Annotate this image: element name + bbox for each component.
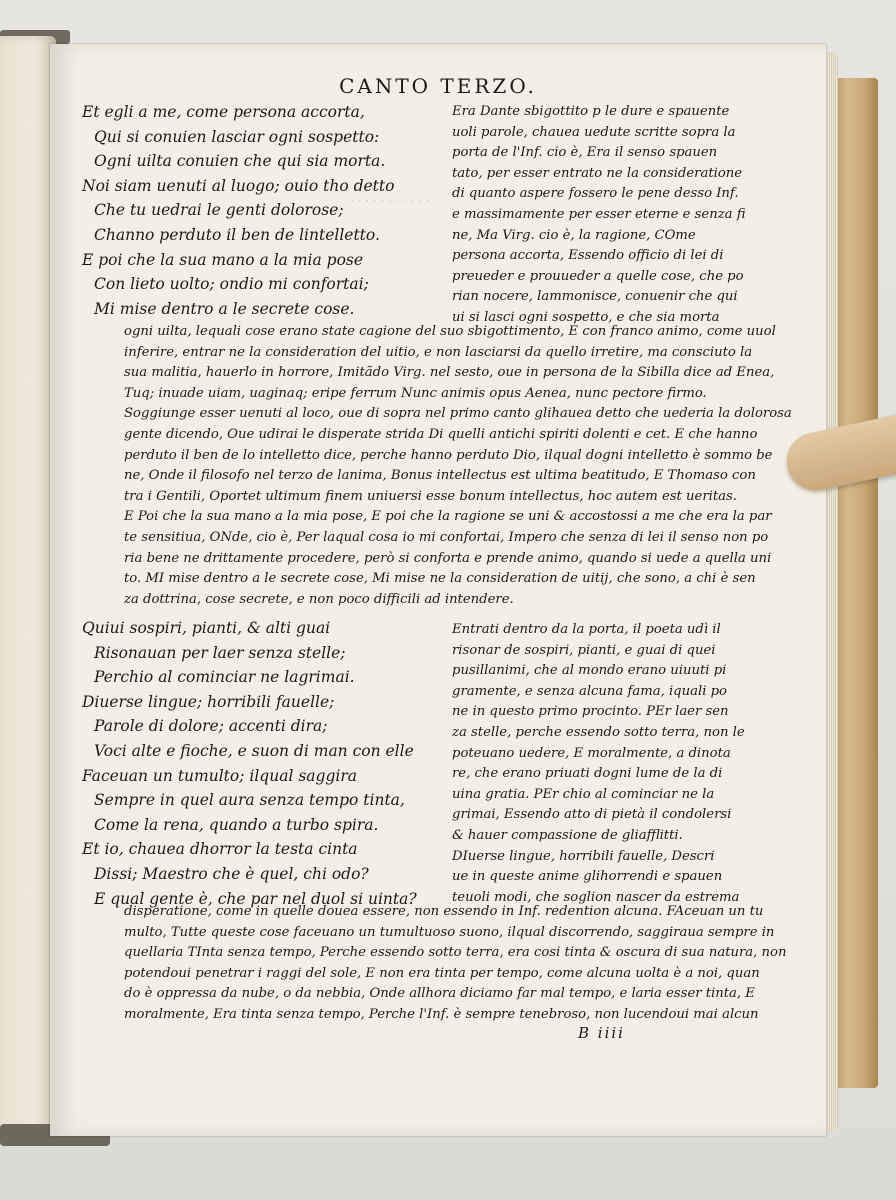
- commentary-line: perduto il ben de lo intelletto dice, perche hanno perduto Dio, ilqual dogni intelletto è sommo be: [124, 447, 773, 463]
- left-page-edge: [0, 36, 56, 1146]
- commentary-line: do è oppressa da nube, o da nebbia, Onde allhora diciamo far mal tempo, e laria esser tinta, E: [124, 986, 755, 1002]
- commentary-line: tra i Gentili, Oportet ultimum finem uniuersi esse bonum intellectus, hoc autem est ueritas.: [124, 488, 737, 504]
- commentary-line: re, che erano priuati dogni lume de la di: [452, 766, 723, 782]
- verse-line: Perchio al cominciar ne lagrimai.: [94, 668, 355, 687]
- commentary-line: poteuano uedere, E moralmente, a dinota: [452, 745, 731, 761]
- commentary-line: gente dicendo, Oue udirai le disperate strida Di quelli antichi spiriti dolenti e cet. E che hanno: [124, 426, 758, 442]
- verse-line: Ogni uilta conuien che qui sia morta.: [94, 152, 386, 171]
- commentary-line: E Poi che la sua mano a la mia pose, E poi che la ragione se uni & accostossi a me che era la par: [124, 509, 772, 525]
- commentary-line: uina gratia. PEr chio al cominciar ne la: [452, 786, 715, 802]
- verse-line: Con lieto uolto; ondio mi confortai;: [94, 275, 369, 294]
- commentary-line: za dottrina, cose secrete, e non poco difficili ad intendere.: [124, 591, 514, 607]
- commentary-line: quellaria TInta senza tempo, Perche essendo sotto terra, era cosi tinta & oscura di sua natura, non: [124, 945, 787, 961]
- commentary-line: disperatione, come in quelle douea essere, non essendo in Inf. redention alcuna. FAceuan un tu: [124, 904, 764, 919]
- signature-mark: B iiii: [578, 1024, 625, 1042]
- commentary-line: Era Dante sbigottito p le dure e spauente: [452, 104, 730, 119]
- verse-line: Quiui sospiri, pianti, & alti guai: [82, 619, 331, 637]
- verse-block-1: [82, 100, 452, 321]
- commentary-line: risonar de sospiri, pianti, e guai di quei: [452, 642, 716, 658]
- commentary-line: moralmente, Era tinta senza tempo, Perche l'Inf. è sempre tenebroso, non lucendoui mai alcun: [124, 1006, 759, 1022]
- commentary-line: ogni uilta, lequali cose erano state cagione del suo sbigottimento, E con franco animo, come uuol: [124, 324, 776, 339]
- commentary-line: ui si lasci ogni sospetto, e che sia morta: [452, 309, 720, 325]
- verse-line: Voci alte e fioche, e suon di man con elle: [94, 741, 414, 760]
- commentary-line: preueder e prouueder a quelle cose, che po: [452, 268, 744, 284]
- book-spine-edge: [832, 78, 878, 1088]
- commentary-line: ne, Onde il filosofo nel terzo de lanima, Bonus intellectus est ultima beatitudo, E Thomaso con: [124, 468, 756, 484]
- verse-line: Sempre in quel aura senza tempo tinta,: [94, 791, 405, 810]
- bleed-through-text: · · · · · · · · · · ·: [350, 194, 431, 208]
- commentary-line: pusillanimi, che al mondo erano uiuuti pi: [452, 663, 727, 679]
- commentary-line: za stelle, perche essendo sotto terra, non le: [452, 724, 745, 740]
- verse-line: E poi che la sua mano a la mia pose: [82, 250, 364, 269]
- commentary-line: e massimamente per esser eterne e senza fi: [452, 206, 746, 222]
- wide-commentary-2: [124, 902, 804, 1026]
- verse-line: Channo perduto il ben de lintelletto.: [94, 225, 380, 244]
- verse-line: Et io, chauea dhorror la testa cinta: [82, 840, 358, 859]
- commentary-line: Entrati dentro da la porta, il poeta udì il: [452, 622, 721, 637]
- commentary-line: multo, Tutte queste cose faceuano un tumultuoso suono, ilqual discorrendo, saggiraua sempre in: [124, 924, 775, 940]
- commentary-line: inferire, entrar ne la consideration del uitio, e non lasciarsi da quello irretire, ma consciuto la: [124, 344, 753, 360]
- commentary-line: ue in queste anime glihorrendi e spauen: [452, 869, 723, 885]
- verse-line: Faceuan un tumulto; ilqual saggira: [82, 766, 357, 785]
- side-commentary-1: [452, 102, 802, 329]
- commentary-line: persona accorta, Essendo officio di lei di: [452, 248, 724, 264]
- commentary-line: to. MI mise dentro a le secrete cose, Mi mise ne la consideration de uitij, che sono, a chi è sen: [124, 571, 756, 587]
- verse-block-2: [82, 616, 452, 911]
- verse-line: E qual gente è, che par nel duol si uinta?: [94, 889, 417, 908]
- verse-line: Diuerse lingue; horribili fauelle;: [82, 692, 335, 711]
- verse-line: Parole di dolore; accenti dira;: [94, 717, 328, 736]
- commentary-line: DIuerse lingue, horribili fauelle, Descri: [452, 848, 715, 864]
- commentary-line: potendoui penetrar i raggi del sole, E non era tinta per tempo, come alcuna uolta è a noi, quan: [124, 965, 760, 981]
- commentary-line: rian nocere, lammonisce, conuenir che qui: [452, 289, 738, 305]
- commentary-line: ne in questo primo procinto. PEr laer sen: [452, 704, 729, 720]
- commentary-line: Tuq; inuade uiam, uaginaq; eripe ferrum Nunc animis opus Aenea, nunc pectore firmo.: [124, 385, 707, 401]
- commentary-line: ria bene ne drittamente procedere, però si conforta e prende animo, quando si uede a quella uni: [124, 550, 772, 566]
- verse-line: Mi mise dentro a le secrete cose.: [94, 299, 355, 318]
- commentary-line: ne, Ma Virg. cio è, la ragione, COme: [452, 227, 696, 243]
- verse-line: Come la rena, quando a turbo spira.: [94, 815, 379, 834]
- commentary-line: & hauer compassione de gliafflitti.: [452, 827, 683, 843]
- verse-line: Che tu uedrai le genti dolorose;: [94, 201, 344, 220]
- wide-commentary-1: [124, 322, 804, 610]
- commentary-line: di quanto aspere fossero le pene desso Inf.: [452, 186, 739, 202]
- commentary-line: te sensitiua, ONde, cio è, Per laqual cosa io mi confortai, Impero che senza di lei il senso non po: [124, 529, 769, 545]
- verse-line: Noi siam uenuti al luogo; ouio tho detto: [82, 176, 395, 195]
- verse-line: Qui si conuien lasciar ogni sospetto:: [94, 127, 380, 146]
- commentary-line: sua malitia, hauerlo in horrore, Imitãdo Virg. nel sesto, oue in persona de la Sibilla dice ad Enea,: [124, 365, 775, 381]
- page-title: CANTO TERZO.: [339, 74, 537, 98]
- verse-line: Dissi; Maestro che è quel, chi odo?: [94, 864, 369, 883]
- commentary-line: Soggiunge esser uenuti al loco, oue di sopra nel primo canto glihauea detto che uederia la dolorosa: [124, 406, 792, 422]
- commentary-line: teuoli modi, che soglion nascer da estrema: [452, 889, 740, 905]
- verse-line: Et egli a me, come persona accorta,: [82, 103, 365, 121]
- book-page: [50, 44, 826, 1136]
- commentary-line: porta de l'Inf. cio è, Era il senso spauen: [452, 145, 718, 161]
- commentary-line: tato, per esser entrato ne la consideratione: [452, 165, 743, 181]
- commentary-line: grimai, Essendo atto di pietà il condolersi: [452, 807, 732, 823]
- commentary-line: gramente, e senza alcuna fama, iquali po: [452, 683, 727, 699]
- verse-line: Risonauan per laer senza stelle;: [94, 643, 346, 662]
- side-commentary-2: [452, 620, 802, 908]
- commentary-line: uoli parole, chauea uedute scritte sopra la: [452, 124, 736, 140]
